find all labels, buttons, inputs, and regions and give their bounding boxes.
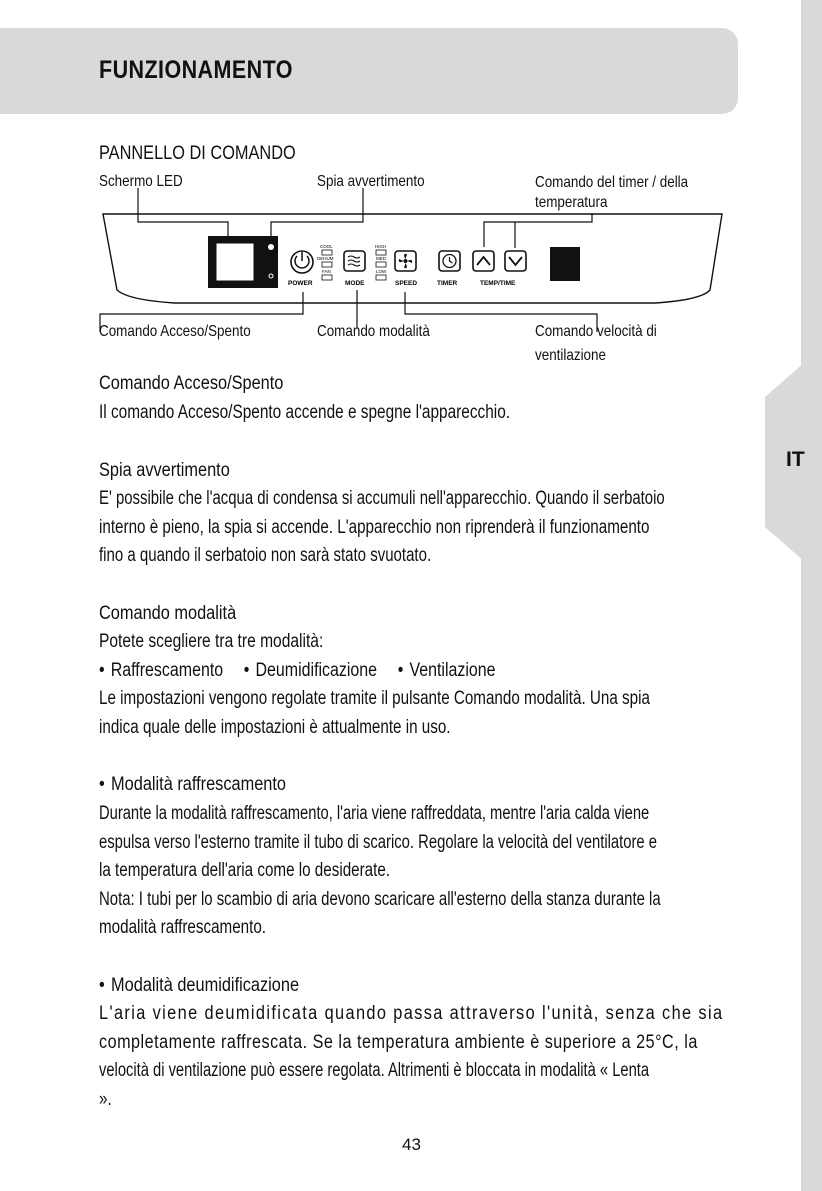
section-mode-line: indica quale delle impostazioni è attualmente in uso. <box>99 717 451 738</box>
mode-label: MODE <box>345 280 365 287</box>
section-dehum-line: ». <box>99 1089 112 1110</box>
section-cooling-line: espulsa verso l'esterno tramite il tubo di scarico. Regolare la velocità del ventilatore e <box>99 832 658 853</box>
callout-mode: Comando modalità <box>317 323 430 340</box>
section-warning-title: Spia avvertimento <box>99 460 230 481</box>
indicator-cool-label: COOL <box>320 244 333 249</box>
bullet-icon: • <box>99 660 105 681</box>
page-title: FUNZIONAMENTO <box>99 56 293 84</box>
indicator-med <box>376 262 386 267</box>
section-cooling-line: Durante la modalità raffrescamento, l'aria viene raffreddata, mentre l'aria calda viene <box>99 803 650 824</box>
section-power-line: Il comando Acceso/Spento accende e spegne l'apparecchio. <box>99 402 511 423</box>
control-panel-diagram <box>95 200 735 330</box>
indicator-dehum <box>322 262 332 267</box>
bullet-icon: • <box>99 975 105 996</box>
page-number: 43 <box>402 1135 421 1154</box>
section-mode-title: Comando modalità <box>99 603 237 624</box>
section-warning-line: interno è pieno, la spia si accende. L'apparecchio non riprenderà il funzionamento <box>99 517 650 538</box>
callout-timer-temp-1: Comando del timer / della <box>535 174 689 191</box>
section-cooling-title: Modalità raffrescamento <box>111 774 287 795</box>
section-dehum-title: Modalità deumidificazione <box>111 975 300 996</box>
temp-up-button <box>473 251 494 271</box>
section-mode-line: Le impostazioni vengono regolate tramite il pulsante Comando modalità. Una spia <box>99 688 650 709</box>
speed-label: SPEED <box>395 280 418 287</box>
led-display-window <box>216 243 254 281</box>
indicator-low-label: LOW <box>376 269 387 274</box>
temp-down-button <box>505 251 526 271</box>
callout-line-warning <box>271 188 363 238</box>
bullet-icon: • <box>99 774 105 795</box>
indicator-cool <box>322 250 332 255</box>
mode-option: Ventilazione <box>409 660 496 681</box>
mode-option: Raffrescamento <box>110 660 224 681</box>
mode-icon <box>348 256 360 266</box>
warning-light <box>268 244 274 250</box>
callout-speed-2: ventilazione <box>535 347 606 364</box>
callout-line-timer <box>484 213 592 248</box>
section-mode-intro: Potete scegliere tra tre modalità: <box>99 631 324 652</box>
section-cooling-line: Nota: I tubi per lo scambio di aria devono scaricare all'esterno della stanza durante la <box>99 889 661 910</box>
side-strip <box>801 0 822 1191</box>
timer-label: TIMER <box>437 280 458 287</box>
section-dehum-title-row <box>99 975 299 997</box>
section-dehum-line: completamente raffrescata. Se la temperatura ambiente è superiore a 25°C, la <box>99 1032 698 1053</box>
temp-time-label: TEMP/TIME <box>480 280 516 287</box>
fan-icon <box>399 254 412 268</box>
section-cooling-line: modalità raffrescamento. <box>99 917 266 938</box>
right-display <box>550 247 580 281</box>
indicator-low <box>376 275 386 280</box>
mode-option: Deumidificazione <box>255 660 378 681</box>
section-cooling-line: la temperatura dell'aria come lo desiderate. <box>99 860 391 881</box>
language-tab-label: IT <box>786 448 805 471</box>
section-dehum-line: L'aria viene deumidificata quando passa attraverso l'unità, senza che sia <box>99 1003 724 1024</box>
mode-options-list <box>99 660 496 682</box>
panel-heading: PANNELLO DI COMANDO <box>99 143 296 164</box>
section-dehum-line: velocità di ventilazione può essere regolata. Altrimenti è bloccata in modalità « Lenta <box>99 1060 650 1081</box>
bullet-icon: • <box>243 660 250 681</box>
indicator-high <box>376 250 386 255</box>
section-power-title: Comando Acceso/Spento <box>99 373 284 394</box>
indicator-fan <box>322 275 332 280</box>
indicator-fan-label: FAN <box>322 269 331 274</box>
indicator-high-label: HIGH <box>375 244 387 249</box>
callout-power: Comando Acceso/Spento <box>99 323 251 340</box>
callout-line-led <box>138 188 228 236</box>
panel-outline <box>103 214 722 303</box>
indicator-dehum-label: DEHUM <box>317 256 334 261</box>
callout-timer-temp-2: temperatura <box>535 194 608 211</box>
callout-speed-1: Comando velocità di <box>535 323 657 340</box>
power-label: POWER <box>288 280 313 287</box>
callout-warning-light: Spia avvertimento <box>317 173 425 190</box>
section-warning-line: fino a quando il serbatoio non sarà stato svuotato. <box>99 545 432 566</box>
chevron-up-icon <box>477 257 490 265</box>
section-warning-line: E' possibile che l'acqua di condensa si accumuli nell'apparecchio. Quando il serbatoio <box>99 488 665 509</box>
section-cooling-title-row <box>99 774 286 796</box>
chevron-down-icon <box>509 257 522 265</box>
callout-led-screen: Schermo LED <box>99 173 183 190</box>
indicator-med-label: MED <box>376 256 386 261</box>
bullet-icon: • <box>397 660 404 681</box>
